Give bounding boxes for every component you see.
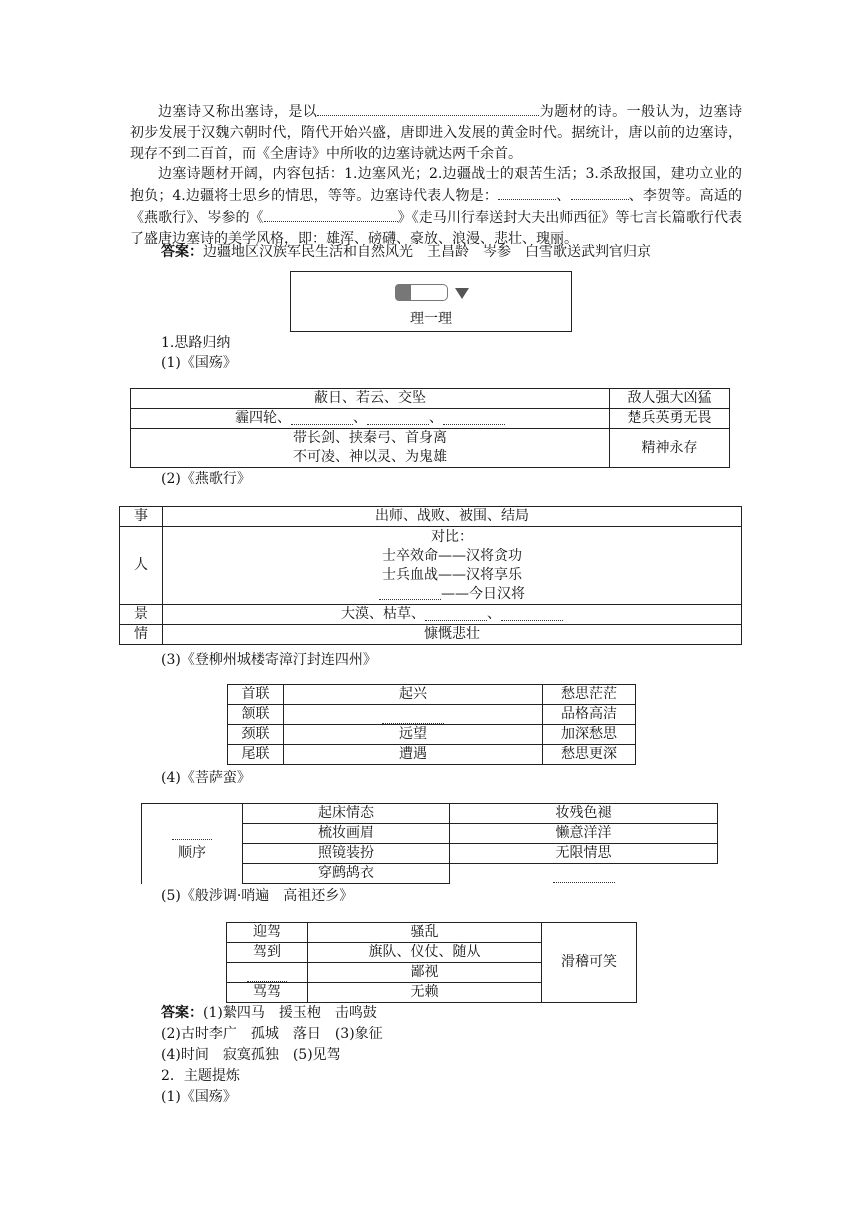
fill-blank[interactable] [367,412,429,425]
table-cell: 梳妆画眉 [243,824,450,844]
section-heading-2: 2．主题提炼 [161,1068,240,1084]
fill-blank[interactable] [291,412,353,425]
table-cell [450,864,718,884]
table-cell [163,527,742,605]
answer-line-2 [161,1003,377,1024]
table-cell: 加深愁思 [543,725,636,745]
section-box-label: 理一理 [410,311,452,327]
table-cell: 精神永存 [610,429,730,468]
intro-text-1b: 为题材的诗。一般认为，边塞诗初步发展于汉魏六朝时代，隋代开始兴盛，唐即进入发展的黄金时代。据统计，唐以前的边塞诗，现存不到二百首，而《全唐诗》中所收的边塞诗就达两千余首。 [130,104,743,162]
table-cell: 愁思茫茫 [543,685,636,705]
intro-paragraph-2 [130,164,742,250]
table-cell: 妆残色褪 [450,804,718,824]
table-cell: 遭遇 [284,745,543,765]
table-cell: 骚乱 [308,923,542,943]
cell-line: 顺序 [178,844,206,861]
table-cell: 景 [120,605,163,625]
table-cell: 照镜装扮 [243,844,450,864]
table-cell [131,429,610,468]
answer-text: (1)縶四马 援玉枹 击鸣鼓 [203,1005,377,1021]
sub-heading-1: (1)《国殇》 [161,355,237,371]
answer-text: 边疆地区汉族军民生活和自然风光 王昌龄 岑参 白雪歌送武判官归京 [203,244,651,260]
cell-line [146,825,238,844]
sub-heading-4: (4)《菩萨蛮》 [161,770,251,786]
triangle-down-icon [455,288,469,299]
table-cell: 蔽日、若云、交坠 [131,389,610,409]
table-cell: 无限情思 [450,844,718,864]
table-pusaman [141,803,718,884]
section-box [290,271,572,332]
table-cell: 驾到 [227,943,308,963]
fill-blank[interactable] [382,711,444,724]
separator: 、 [429,410,443,426]
cell-line: 士卒效命——汉将贪功 [382,547,522,564]
fill-blank[interactable] [425,608,487,621]
section-heading-1: 1.思路归纳 [161,335,231,351]
fill-blank[interactable] [571,185,629,200]
table-cell: 颈联 [228,725,284,745]
answer-line-3: (2)古时李广 孤城 落日 (3)象征 [161,1026,383,1042]
cell-text: 大漠、枯草、 [341,606,425,622]
table-cell: 慷慨悲壮 [163,625,742,645]
fill-blank[interactable] [498,185,556,200]
toggle-left-icon [395,284,411,301]
table-cell: 懒意洋洋 [450,824,718,844]
table-cell: 人 [120,527,163,605]
sub-heading-6: (1)《国殇》 [161,1089,237,1105]
table-cell: 骂驾 [227,983,308,1003]
fill-blank[interactable] [443,412,505,425]
cell-line: 不可凌、神以灵、为鬼雄 [293,449,447,465]
table-guoshang [130,388,730,468]
table-yangexing [119,506,742,645]
cell-text: ——今日汉将 [441,585,525,602]
table-cell: 愁思更深 [543,745,636,765]
intro-text-2a: 边塞诗题材开阔，内容包括：1.边塞风光；2.边疆战士的艰苦生活；3.杀敌报国，建功立业的抱负；4.边疆将士思乡的情思，等等。边塞诗代表人物是： [130,166,742,204]
fill-blank[interactable] [501,608,563,621]
answer-label: 答案： [161,244,203,260]
table-cell [142,804,243,884]
table-cell: 颔联 [228,705,284,725]
fill-blank[interactable] [317,101,539,116]
toggle-right-icon [411,284,448,301]
table-cell [284,705,543,725]
cell-line: 带长剑、挟秦弓、首身离 [293,430,447,446]
table-cell [131,409,610,429]
table-cell: 无赖 [308,983,542,1003]
table-cell: 鄙视 [308,963,542,983]
table-cell: 首联 [228,685,284,705]
table-cell: 楚兵英勇无畏 [610,409,730,429]
separator: 、 [487,606,501,622]
table-cell: 情 [120,625,163,645]
answer-line-4: (4)时间 寂寞孤独 (5)见驾 [161,1047,341,1063]
cell-line: 士兵血战——汉将享乐 [382,566,522,583]
table-cell: 滑稽可笑 [542,923,637,1003]
answer-line-1 [161,242,651,263]
table-cell: 远望 [284,725,543,745]
fill-blank[interactable] [247,969,287,982]
table-cell: 尾联 [228,745,284,765]
intro-text-2b: 》《走马川行奉送封大夫出师西征》等七言长篇歌行代表了盛唐边塞诗的美学风格，即：雄浑、磅礴、豪放、浪漫、悲壮、瑰丽。 [130,210,743,247]
table-liuzhou [227,684,636,765]
table-cell: 起兴 [284,685,543,705]
fill-blank[interactable] [172,827,212,840]
table-cell: 旗队、仪仗、随从 [308,943,542,963]
fill-blank[interactable] [553,870,615,883]
fill-blank[interactable] [379,587,441,600]
cell-line: 对比： [431,528,473,545]
table-cell: 出师、战败、被围、结局 [163,507,742,527]
fill-blank[interactable] [264,207,398,222]
intro-text-2-sep2: 、李贺等。高适的《燕歌行》、岑参的《 [130,188,743,226]
separator: 、 [353,410,367,426]
sub-heading-3: (3)《登柳州城楼寄漳汀封连四州》 [161,652,377,668]
intro-paragraph-1 [130,101,742,165]
table-cell: 起床情态 [243,804,450,824]
cell-line [167,585,737,604]
table-cell: 穿鹧鸪衣 [243,864,450,884]
intro-text-1a: 边塞诗又称出塞诗，是以 [158,104,318,120]
table-cell [227,963,308,983]
table-cell: 敌人强大凶猛 [610,389,730,409]
table-cell: 迎驾 [227,923,308,943]
table-cell: 事 [120,507,163,527]
table-cell: 品格高洁 [543,705,636,725]
sub-heading-2: (2)《燕歌行》 [161,471,251,487]
answer-label: 答案： [161,1005,203,1021]
table-gaozu [226,922,637,1003]
cell-text: 霾四轮、 [235,410,291,426]
table-cell [163,605,742,625]
sub-heading-5: (5)《般涉调·哨遍 高祖还乡》 [161,888,354,904]
separator: 、 [556,188,571,204]
